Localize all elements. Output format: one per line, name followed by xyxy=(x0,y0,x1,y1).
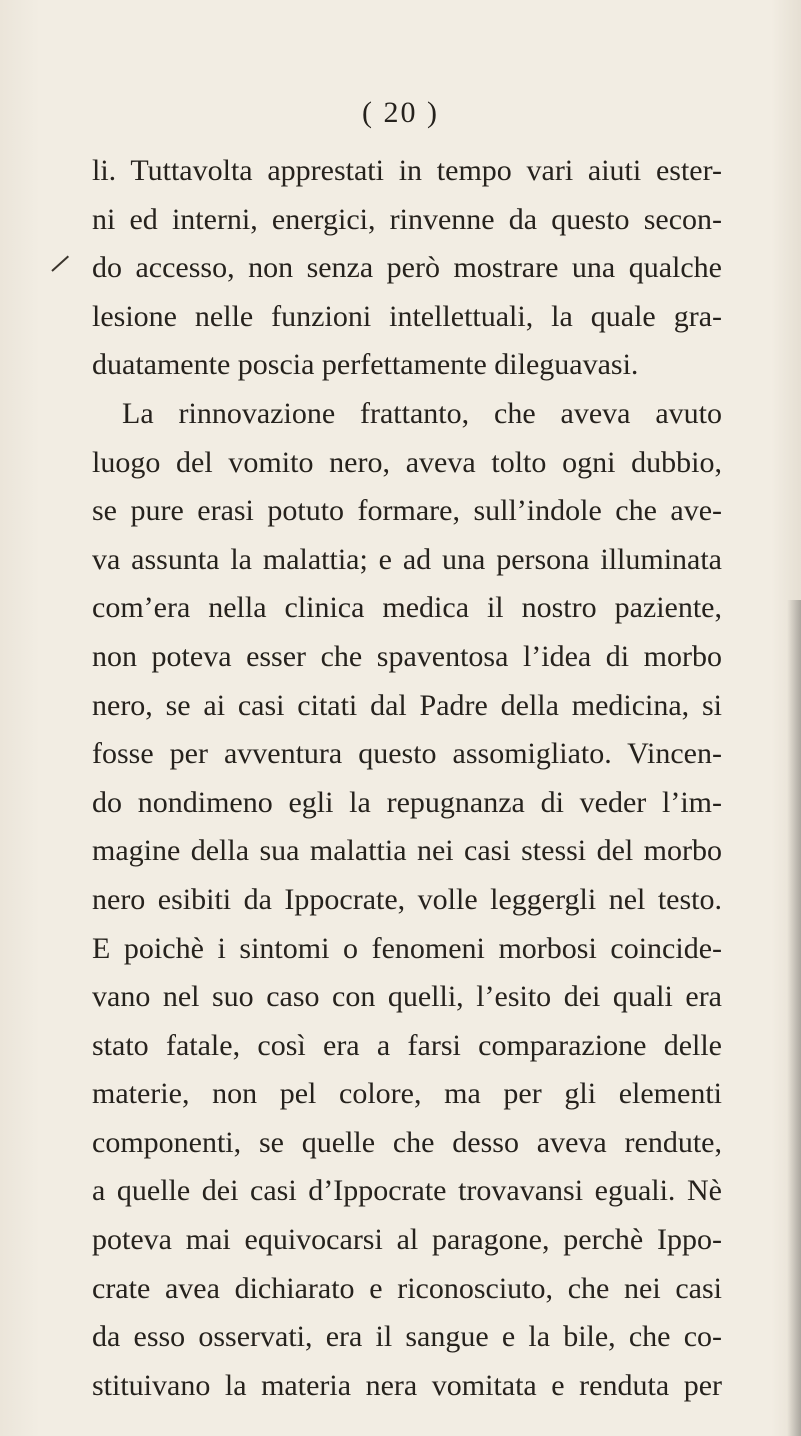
text-line: E poichè i sintomi o fenomeni morbosi coincide- xyxy=(92,931,722,965)
text-line: poteva mai equivocarsi al paragone, perchè Ippo- xyxy=(92,1223,722,1257)
text-line: componenti, se quelle che desso aveva rendute, xyxy=(92,1125,722,1159)
text-line: materie, non pel colore, ma per gli elementi xyxy=(92,1077,722,1111)
text-line: va assunta la malattia; e ad una persona illuminata xyxy=(92,542,722,576)
text-line: luogo del vomito nero, aveva tolto ogni dubbio, xyxy=(92,445,722,479)
text-line: La rinnovazione frattanto, che aveva avuto xyxy=(122,396,722,430)
text-line: stato fatale, così era a farsi comparazione delle xyxy=(92,1028,722,1062)
text-line: nero esibiti da Ippocrate, volle leggergli nel testo. xyxy=(92,882,722,916)
text-line: vano nel suo caso con quelli, l’esito dei quali era xyxy=(92,980,722,1014)
text-line: magine della sua malattia nei casi stessi del morbo xyxy=(92,834,722,868)
text-line: da esso osservati, era il sangue e la bile, che co- xyxy=(92,1320,722,1354)
margin-pencil-mark xyxy=(51,256,69,272)
text-line: do accesso, non senza però mostrare una qualche xyxy=(92,251,722,285)
text-line: non poteva esser che spaventosa l’idea di morbo xyxy=(92,639,722,673)
text-line: a quelle dei casi d’Ippocrate trovavansi eguali. Nè xyxy=(92,1174,722,1208)
text-line: nero, se ai casi citati dal Padre della medicina, si xyxy=(92,688,722,722)
body-text xyxy=(92,147,722,1410)
text-line: duatamente poscia perfettamente dileguavasi. xyxy=(92,348,639,382)
text-line: com’era nella clinica medica il nostro paziente, xyxy=(92,591,722,625)
text-line: stituivano la materia nera vomitata e renduta per xyxy=(92,1368,722,1402)
page-number: ( 20 ) xyxy=(362,96,439,129)
text-line: se pure erasi potuto formare, sull’indole che ave- xyxy=(92,494,722,528)
text-line: lesione nelle funzioni intellettuali, la quale gra- xyxy=(92,299,722,333)
page-edge-shadow xyxy=(787,600,801,1436)
text-line: ni ed interni, energici, rinvenne da questo secon- xyxy=(92,202,722,236)
text-line: crate avea dichiarato e riconosciuto, che nei casi xyxy=(92,1271,722,1305)
text-line: do nondimeno egli la repugnanza di veder l’im- xyxy=(92,785,722,819)
text-line: fosse per avventura questo assomigliato. Vincen- xyxy=(92,737,722,771)
text-line: li. Tuttavolta apprestati in tempo vari aiuti ester- xyxy=(92,154,722,187)
